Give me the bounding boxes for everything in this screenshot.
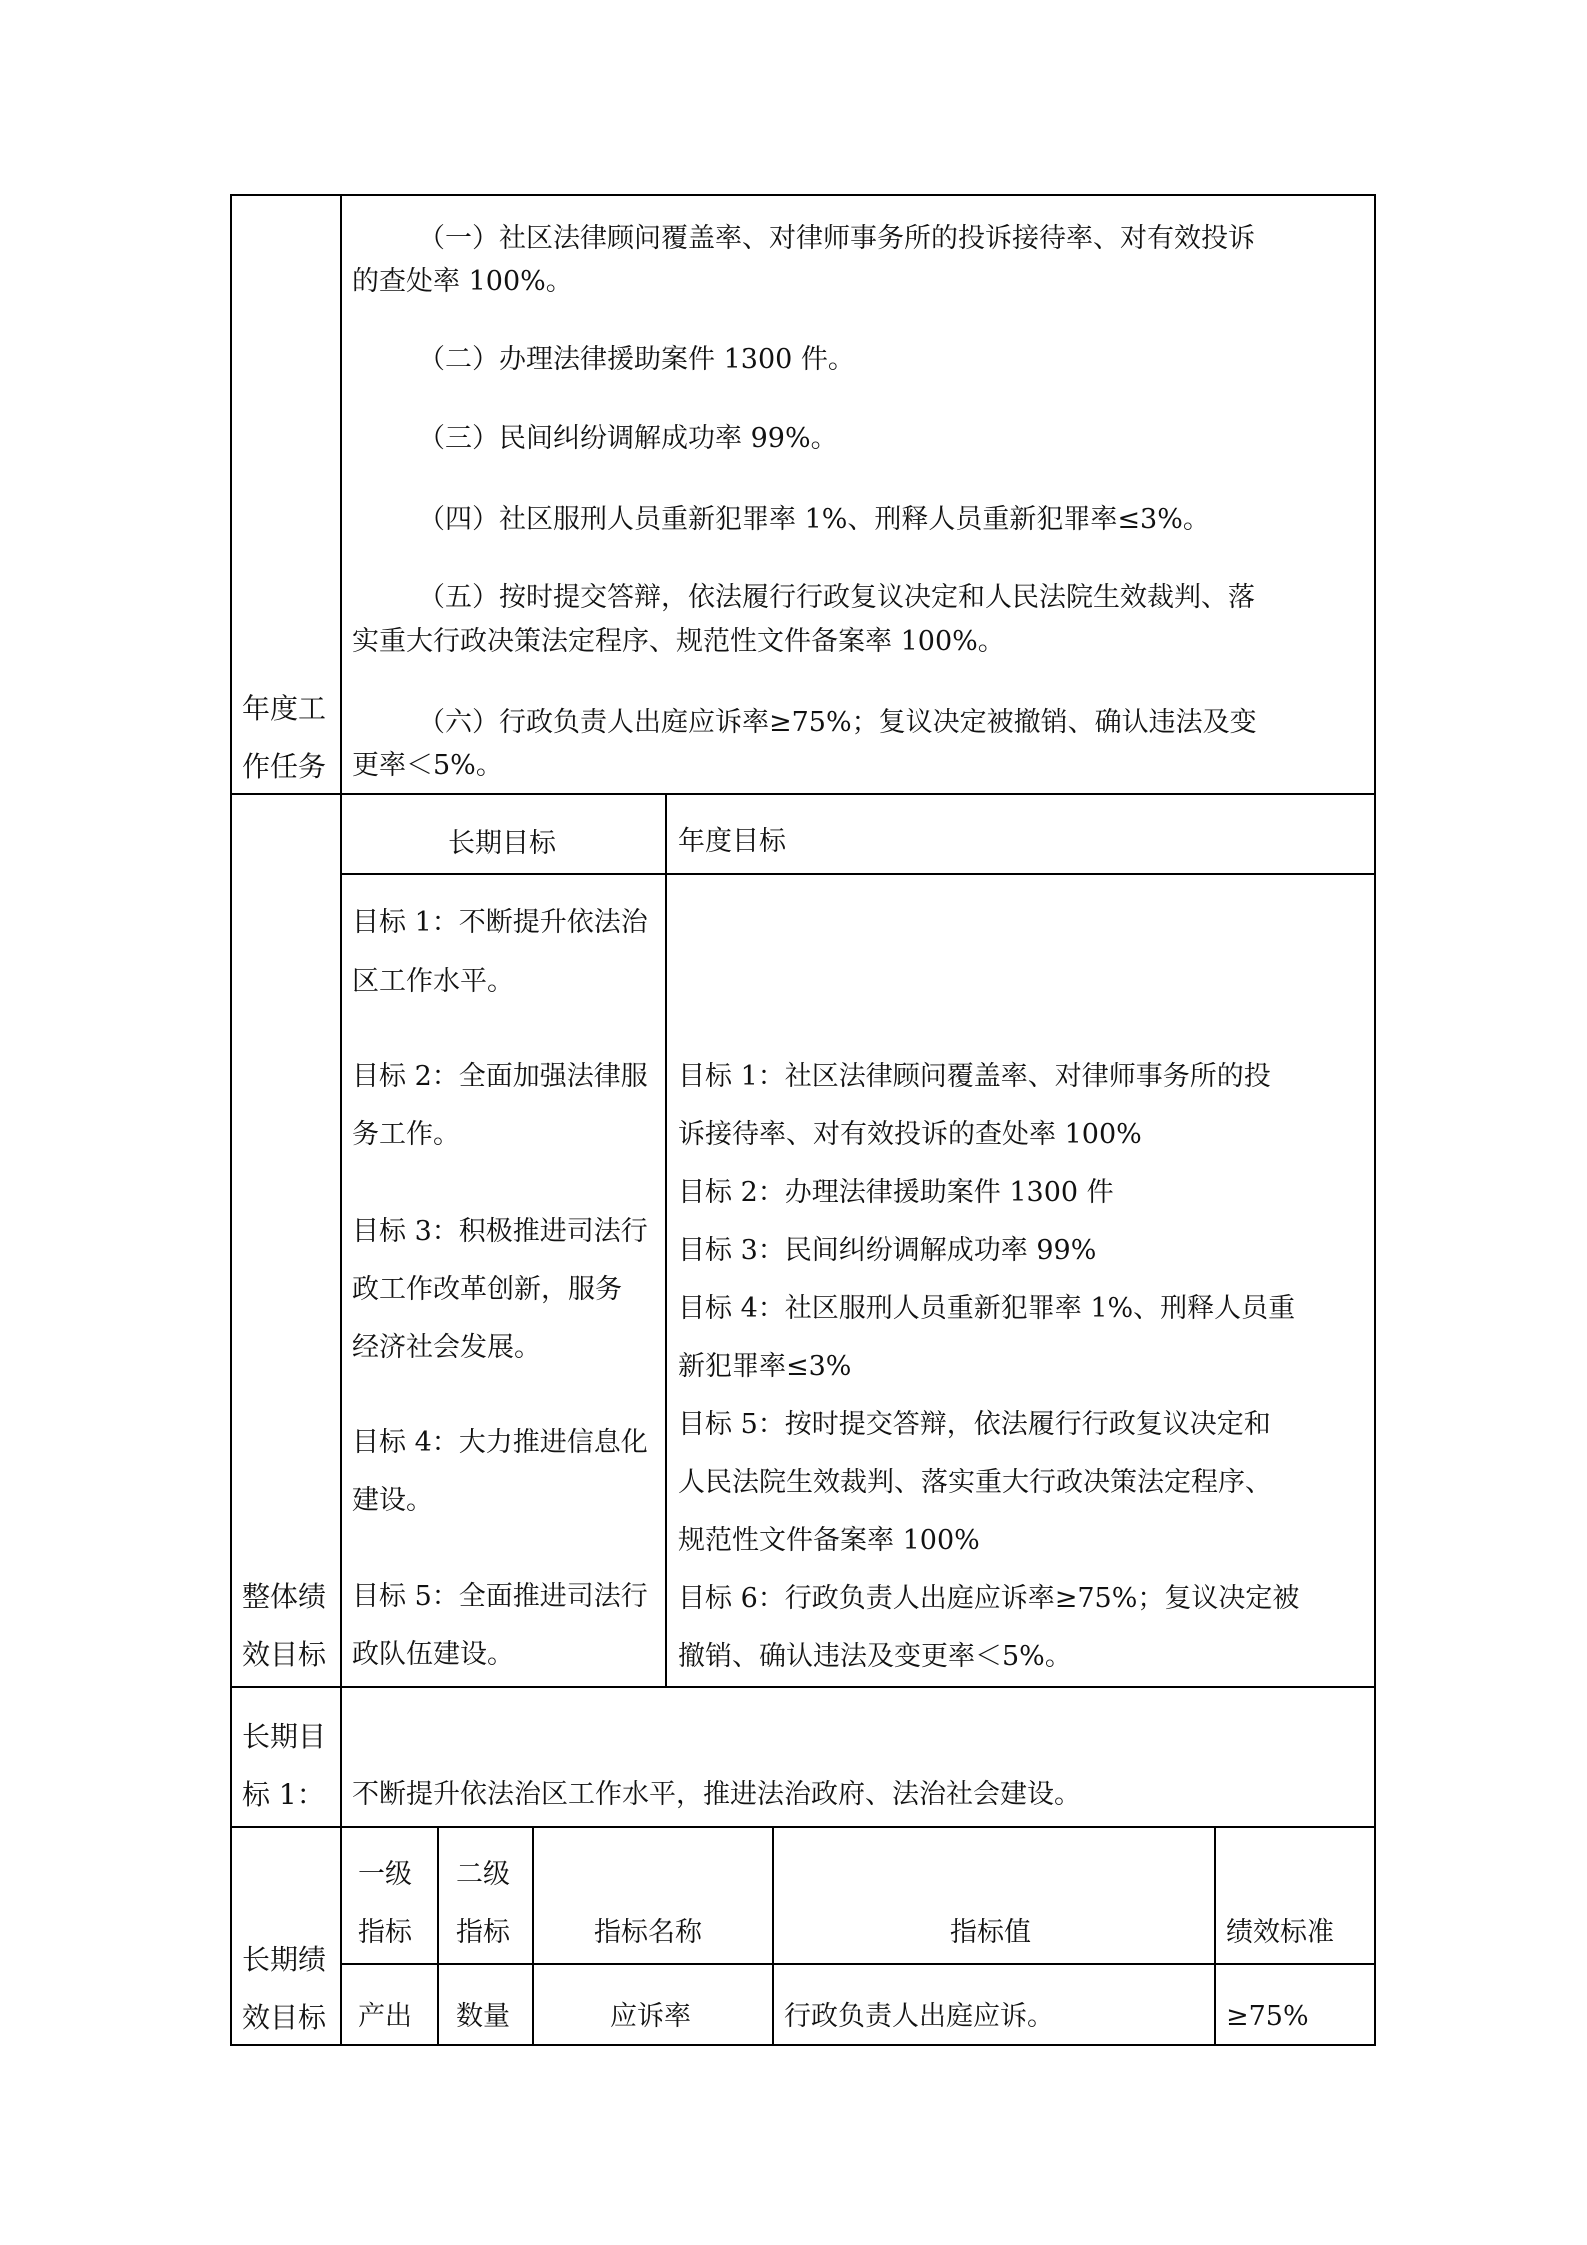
perf-divider-4 [1214,1826,1216,2046]
lt-goal-1-line-2: 区工作水平。 [352,966,514,997]
long-term-goal-1-label: 长期目 标 1： [242,1720,327,1811]
lt-goal-5-line-1: 目标 5：全面推进司法行 [352,1581,648,1612]
lt-goal-2-line-1: 目标 2：全面加强法律服 [352,1061,648,1092]
task-1-line-1: （一）社区法律顾问覆盖率、对律师事务所的投诉接待率、对有效投诉 [418,223,1255,254]
task-6-line-1: （六）行政负责人出庭应诉率≥75%；复议决定被撤销、确认违法及变 [418,707,1257,738]
long-term-goals-header: 长期目标 [448,828,556,859]
annual-goal-line: 新犯罪率≤3% [678,1351,852,1382]
goals-column-divider [665,793,667,1688]
lt-goal-1-line-1: 目标 1：不断提升依法治 [352,907,648,938]
header-indicator-value: 指标值 [950,1917,1031,1948]
task-2: （二）办理法律援助案件 1300 件。 [418,344,855,375]
annual-goal-line: 目标 1：社区法律顾问覆盖率、对律师事务所的投 [678,1061,1271,1092]
cell-indicator-value: 行政负责人出庭应诉。 [784,2001,1054,2032]
annual-goal-line: 目标 5：按时提交答辩，依法履行行政复议决定和 [678,1409,1271,1440]
cell-level1: 产出 [358,2001,412,2032]
table-border-left [230,194,232,2046]
rule-top [230,194,1376,196]
lt-goal-3-line-3: 经济社会发展。 [352,1332,541,1363]
annual-goal-line: 目标 3：民间纠纷调解成功率 99% [678,1235,1097,1266]
perf-goals-label: 长期绩 效目标 [242,1943,327,2034]
cell-performance-standard: ≥75% [1226,2001,1309,2032]
header-indicator-name: 指标名称 [594,1917,702,1948]
annual-goals-header: 年度目标 [678,826,786,857]
cell-level2: 数量 [456,2001,510,2032]
rule-perf-header-bottom [340,1963,1376,1965]
lt-goal-2-line-2: 务工作。 [352,1119,460,1150]
header-performance-standard: 绩效标准 [1226,1917,1334,1948]
rule-goal-header-bottom [340,873,1376,875]
annual-tasks-label: 年度工 作任务 [242,692,327,783]
annual-goal-line: 目标 2：办理法律援助案件 1300 件 [678,1177,1114,1208]
overall-goals-label: 整体绩 效目标 [242,1580,327,1671]
lt-goal-4-line-2: 建设。 [352,1485,433,1516]
rule-goal1-bottom [230,1826,1376,1828]
annual-goal-line: 撤销、确认违法及变更率＜5%。 [678,1641,1072,1672]
lt-goal-5-line-2: 政队伍建设。 [352,1639,514,1670]
annual-goal-line: 目标 4：社区服刑人员重新犯罪率 1%、刑释人员重 [678,1293,1296,1324]
annual-goal-line: 规范性文件备案率 100% [678,1525,980,1556]
task-4: （四）社区服刑人员重新犯罪率 1%、刑释人员重新犯罪率≤3%。 [418,504,1210,535]
annual-goal-line: 目标 6：行政负责人出庭应诉率≥75%；复议决定被 [678,1583,1300,1614]
annual-goal-line: 人民法院生效裁判、落实重大行政决策法定程序、 [678,1467,1272,1498]
lt-goal-3-line-1: 目标 3：积极推进司法行 [352,1216,648,1247]
task-3: （三）民间纠纷调解成功率 99%。 [418,423,838,454]
annual-goal-line: 诉接待率、对有效投诉的查处率 100% [678,1119,1142,1150]
header-level2: 二级 指标 [456,1859,510,1948]
rule-overall-bottom [230,1686,1376,1688]
table-border-right [1374,194,1376,2046]
label-column-divider [340,194,342,2046]
task-5-line-2: 实重大行政决策法定程序、规范性文件备案率 100%。 [352,626,1005,657]
perf-divider-1 [437,1826,439,2046]
task-6-line-2: 更率＜5%。 [352,750,503,781]
lt-goal-3-line-2: 政工作改革创新，服务 [352,1274,622,1305]
task-5-line-1: （五）按时提交答辩，依法履行行政复议决定和人民法院生效裁判、落 [418,582,1255,613]
perf-divider-3 [772,1826,774,2046]
header-level1: 一级 指标 [358,1859,412,1948]
long-term-goal-1-text: 不断提升依法治区工作水平，推进法治政府、法治社会建设。 [352,1779,1081,1810]
cell-indicator-name: 应诉率 [610,2001,691,2032]
perf-divider-2 [532,1826,534,2046]
lt-goal-4-line-1: 目标 4：大力推进信息化 [352,1427,648,1458]
task-1-line-2: 的查处率 100%。 [352,266,573,297]
